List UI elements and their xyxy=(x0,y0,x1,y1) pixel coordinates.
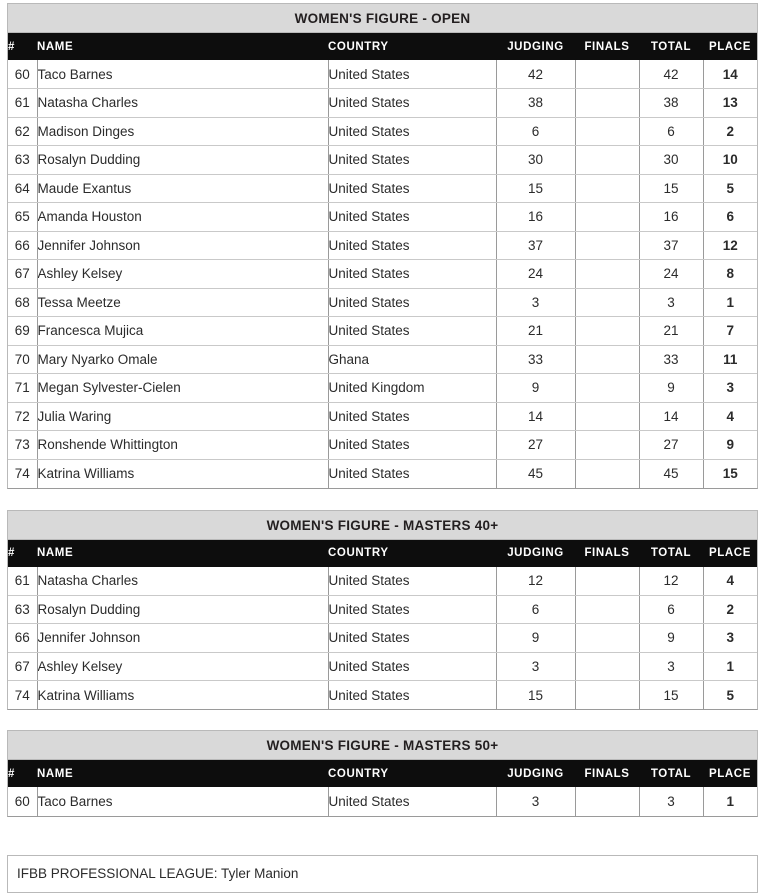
table-row[interactable] xyxy=(8,174,757,203)
cell-judging: 16 xyxy=(496,203,575,232)
cell-country: United Kingdom xyxy=(328,374,496,403)
cell-place: 2 xyxy=(703,595,757,624)
column-header-name[interactable]: NAME xyxy=(37,540,328,567)
table-row[interactable] xyxy=(8,374,757,403)
cell-name: Katrina Williams xyxy=(37,459,328,488)
cell-judging: 9 xyxy=(496,624,575,653)
results-blocks-container xyxy=(7,3,758,817)
cell-name: Ronshende Whittington xyxy=(37,431,328,460)
cell-place: 4 xyxy=(703,567,757,596)
cell-num: 61 xyxy=(8,567,37,596)
column-header-country[interactable]: COUNTRY xyxy=(328,33,496,60)
table-row[interactable] xyxy=(8,567,757,596)
cell-finals xyxy=(575,567,639,596)
cell-place: 1 xyxy=(703,652,757,681)
cell-place: 1 xyxy=(726,793,734,809)
cell-judging: 9 xyxy=(496,374,575,403)
cell-country: United States xyxy=(328,459,496,488)
results-table xyxy=(8,33,757,488)
cell-place: 4 xyxy=(703,402,757,431)
cell-total: 37 xyxy=(639,231,703,260)
cell-judging: 15 xyxy=(496,174,575,203)
cell-name: Taco Barnes xyxy=(37,60,328,89)
table-row[interactable] xyxy=(8,595,757,624)
cell-place: 13 xyxy=(703,89,757,118)
table-row[interactable] xyxy=(8,317,757,346)
table-row[interactable] xyxy=(8,146,757,175)
cell-finals xyxy=(575,345,639,374)
cell-name: Maude Exantus xyxy=(37,174,328,203)
column-header-finals[interactable]: FINALS xyxy=(575,760,639,787)
table-row[interactable] xyxy=(8,231,757,260)
cell-finals xyxy=(575,174,639,203)
cell-name: Francesca Mujica xyxy=(37,317,328,346)
cell-num: 60 xyxy=(8,787,37,816)
cell-place: 7 xyxy=(703,317,757,346)
cell-country: United States xyxy=(328,146,496,175)
cell-name: Jennifer Johnson xyxy=(37,231,328,260)
cell-place: 3 xyxy=(703,374,757,403)
table-row[interactable] xyxy=(8,60,757,89)
cell-country: United States xyxy=(328,595,496,624)
table-row[interactable] xyxy=(8,402,757,431)
cell-country: United States xyxy=(328,174,496,203)
cell-country: United States xyxy=(328,231,496,260)
cell-place: 8 xyxy=(703,260,757,289)
results-block xyxy=(7,3,758,489)
cell-place: 9 xyxy=(703,431,757,460)
cell-num: 70 xyxy=(8,345,37,374)
column-header-num[interactable]: # xyxy=(8,33,37,60)
table-row[interactable] xyxy=(8,431,757,460)
cell-name: Natasha Charles xyxy=(37,567,328,596)
cell-total: 6 xyxy=(639,117,703,146)
cell-finals xyxy=(575,402,639,431)
results-block xyxy=(7,510,758,711)
cell-name: Ashley Kelsey xyxy=(37,652,328,681)
cell-judging: 30 xyxy=(496,146,575,175)
column-header-finals[interactable]: FINALS xyxy=(575,33,639,60)
cell-judging: 6 xyxy=(496,117,575,146)
cell-finals xyxy=(575,787,639,816)
cell-num: 72 xyxy=(8,402,37,431)
cell-place: 14 xyxy=(703,60,757,89)
column-header-country[interactable]: COUNTRY xyxy=(328,540,496,567)
cell-total: 15 xyxy=(639,681,703,710)
cell-total: 3 xyxy=(639,288,703,317)
column-header-judging[interactable]: JUDGING xyxy=(496,33,575,60)
footer-spacer xyxy=(7,817,758,855)
cell-country: United States xyxy=(328,89,496,118)
cell-total: 38 xyxy=(639,89,703,118)
cell-total: 24 xyxy=(639,260,703,289)
cell-place: 6 xyxy=(703,203,757,232)
column-header-num[interactable]: # xyxy=(8,760,37,787)
cell-judging: 15 xyxy=(496,681,575,710)
cell-num: 63 xyxy=(8,595,37,624)
cell-place: 15 xyxy=(722,466,738,481)
cell-name: Tessa Meetze xyxy=(37,288,328,317)
cell-num: 74 xyxy=(8,459,37,488)
column-header-total[interactable]: TOTAL xyxy=(639,540,703,567)
block-spacer xyxy=(7,489,758,510)
cell-judging: 24 xyxy=(496,260,575,289)
column-header-total[interactable]: TOTAL xyxy=(639,760,703,787)
cell-judging: 6 xyxy=(496,595,575,624)
cell-judging: 21 xyxy=(496,317,575,346)
cell-num: 66 xyxy=(8,231,37,260)
cell-num: 73 xyxy=(8,431,37,460)
cell-num: 67 xyxy=(8,652,37,681)
column-header-finals[interactable]: FINALS xyxy=(575,540,639,567)
cell-judging: 12 xyxy=(496,567,575,596)
cell-finals xyxy=(575,459,639,488)
cell-name: Amanda Houston xyxy=(37,203,328,232)
cell-country: United States xyxy=(328,567,496,596)
cell-country: United States xyxy=(328,624,496,653)
cell-judging: 45 xyxy=(496,459,575,488)
cell-country: United States xyxy=(328,317,496,346)
cell-total: 45 xyxy=(639,459,703,488)
table-row[interactable] xyxy=(8,345,757,374)
cell-name: Madison Dinges xyxy=(37,117,328,146)
cell-country: United States xyxy=(328,402,496,431)
cell-judging: 27 xyxy=(496,431,575,460)
table-row[interactable] xyxy=(8,787,757,816)
table-row[interactable] xyxy=(8,117,757,146)
cell-judging: 14 xyxy=(496,402,575,431)
results-block xyxy=(7,730,758,817)
cell-name: Ashley Kelsey xyxy=(37,260,328,289)
block-spacer xyxy=(7,710,758,730)
cell-num: 71 xyxy=(8,374,37,403)
cell-finals xyxy=(575,681,639,710)
cell-place: 11 xyxy=(703,345,757,374)
results-table xyxy=(8,540,757,710)
cell-finals xyxy=(575,317,639,346)
cell-total: 14 xyxy=(639,402,703,431)
cell-num: 69 xyxy=(8,317,37,346)
cell-finals xyxy=(575,652,639,681)
cell-name: Katrina Williams xyxy=(37,681,328,710)
table-row[interactable] xyxy=(8,459,757,488)
cell-num: 65 xyxy=(8,203,37,232)
column-header-total[interactable]: TOTAL xyxy=(639,33,703,60)
cell-num: 61 xyxy=(8,89,37,118)
column-header-judging[interactable]: JUDGING xyxy=(496,540,575,567)
cell-finals xyxy=(575,431,639,460)
column-header-name[interactable]: NAME xyxy=(37,760,328,787)
cell-name: Megan Sylvester-Cielen xyxy=(37,374,328,403)
cell-judging: 37 xyxy=(496,231,575,260)
cell-num: 66 xyxy=(8,624,37,653)
column-header-country[interactable]: COUNTRY xyxy=(328,760,496,787)
cell-place: 10 xyxy=(703,146,757,175)
cell-total: 16 xyxy=(639,203,703,232)
cell-country: United States xyxy=(328,60,496,89)
cell-place: 2 xyxy=(703,117,757,146)
cell-place: 5 xyxy=(703,174,757,203)
cell-name: Mary Nyarko Omale xyxy=(37,345,328,374)
cell-total: 9 xyxy=(639,624,703,653)
cell-finals xyxy=(575,231,639,260)
column-header-place[interactable]: PLACE xyxy=(703,540,757,567)
footer-credit: IFBB PROFESSIONAL LEAGUE: Tyler Manion xyxy=(7,855,758,893)
cell-country: United States xyxy=(328,117,496,146)
cell-name: Rosalyn Dudding xyxy=(37,595,328,624)
cell-num: 74 xyxy=(8,681,37,710)
cell-place: 3 xyxy=(703,624,757,653)
cell-country: United States xyxy=(328,203,496,232)
cell-total: 6 xyxy=(639,595,703,624)
cell-name: Jennifer Johnson xyxy=(37,624,328,653)
table-header-row xyxy=(8,760,757,787)
cell-judging: 38 xyxy=(496,89,575,118)
cell-judging: 42 xyxy=(496,60,575,89)
block-title: WOMEN'S FIGURE - OPEN xyxy=(8,4,757,33)
cell-country: United States xyxy=(328,431,496,460)
cell-num: 68 xyxy=(8,288,37,317)
cell-country: United States xyxy=(328,260,496,289)
table-row[interactable] xyxy=(8,288,757,317)
block-title: WOMEN'S FIGURE - MASTERS 50+ xyxy=(8,731,757,760)
cell-num: 60 xyxy=(8,60,37,89)
results-table xyxy=(8,760,757,816)
cell-finals xyxy=(575,624,639,653)
cell-finals xyxy=(575,374,639,403)
cell-name: Julia Waring xyxy=(37,402,328,431)
column-header-name[interactable]: NAME xyxy=(37,33,328,60)
cell-name: Taco Barnes xyxy=(37,787,328,816)
cell-judging: 3 xyxy=(496,787,575,816)
cell-country: Ghana xyxy=(328,345,496,374)
cell-country: United States xyxy=(328,681,496,710)
cell-place: 12 xyxy=(703,231,757,260)
cell-total: 27 xyxy=(639,431,703,460)
cell-finals xyxy=(575,89,639,118)
column-header-place[interactable]: PLACE xyxy=(703,760,757,787)
table-header-row xyxy=(8,540,757,567)
cell-num: 64 xyxy=(8,174,37,203)
table-row[interactable] xyxy=(8,260,757,289)
cell-place: 1 xyxy=(703,288,757,317)
cell-total: 30 xyxy=(639,146,703,175)
cell-finals xyxy=(575,146,639,175)
block-title: WOMEN'S FIGURE - MASTERS 40+ xyxy=(8,511,757,540)
cell-country: United States xyxy=(328,288,496,317)
cell-judging: 3 xyxy=(496,652,575,681)
cell-finals xyxy=(575,117,639,146)
cell-total: 15 xyxy=(639,174,703,203)
cell-judging: 33 xyxy=(496,345,575,374)
cell-total: 33 xyxy=(639,345,703,374)
cell-finals xyxy=(575,203,639,232)
table-row[interactable] xyxy=(8,203,757,232)
cell-total: 12 xyxy=(639,567,703,596)
cell-judging: 3 xyxy=(496,288,575,317)
cell-name: Natasha Charles xyxy=(37,89,328,118)
cell-country: United States xyxy=(328,652,496,681)
table-row[interactable] xyxy=(8,624,757,653)
cell-total: 42 xyxy=(639,60,703,89)
cell-total: 21 xyxy=(639,317,703,346)
cell-place: 5 xyxy=(726,687,734,703)
cell-finals xyxy=(575,260,639,289)
cell-name: Rosalyn Dudding xyxy=(37,146,328,175)
cell-num: 62 xyxy=(8,117,37,146)
cell-total: 9 xyxy=(639,374,703,403)
cell-total: 3 xyxy=(639,787,703,816)
column-header-num[interactable]: # xyxy=(8,540,37,567)
cell-num: 67 xyxy=(8,260,37,289)
cell-finals xyxy=(575,60,639,89)
column-header-judging[interactable]: JUDGING xyxy=(496,760,575,787)
cell-country: United States xyxy=(328,787,496,816)
table-header-row xyxy=(8,33,757,60)
table-row[interactable] xyxy=(8,89,757,118)
cell-finals xyxy=(575,595,639,624)
table-row[interactable] xyxy=(8,652,757,681)
column-header-place[interactable]: PLACE xyxy=(703,33,757,60)
cell-num: 63 xyxy=(8,146,37,175)
table-row[interactable] xyxy=(8,681,757,710)
cell-total: 3 xyxy=(639,652,703,681)
cell-finals xyxy=(575,288,639,317)
